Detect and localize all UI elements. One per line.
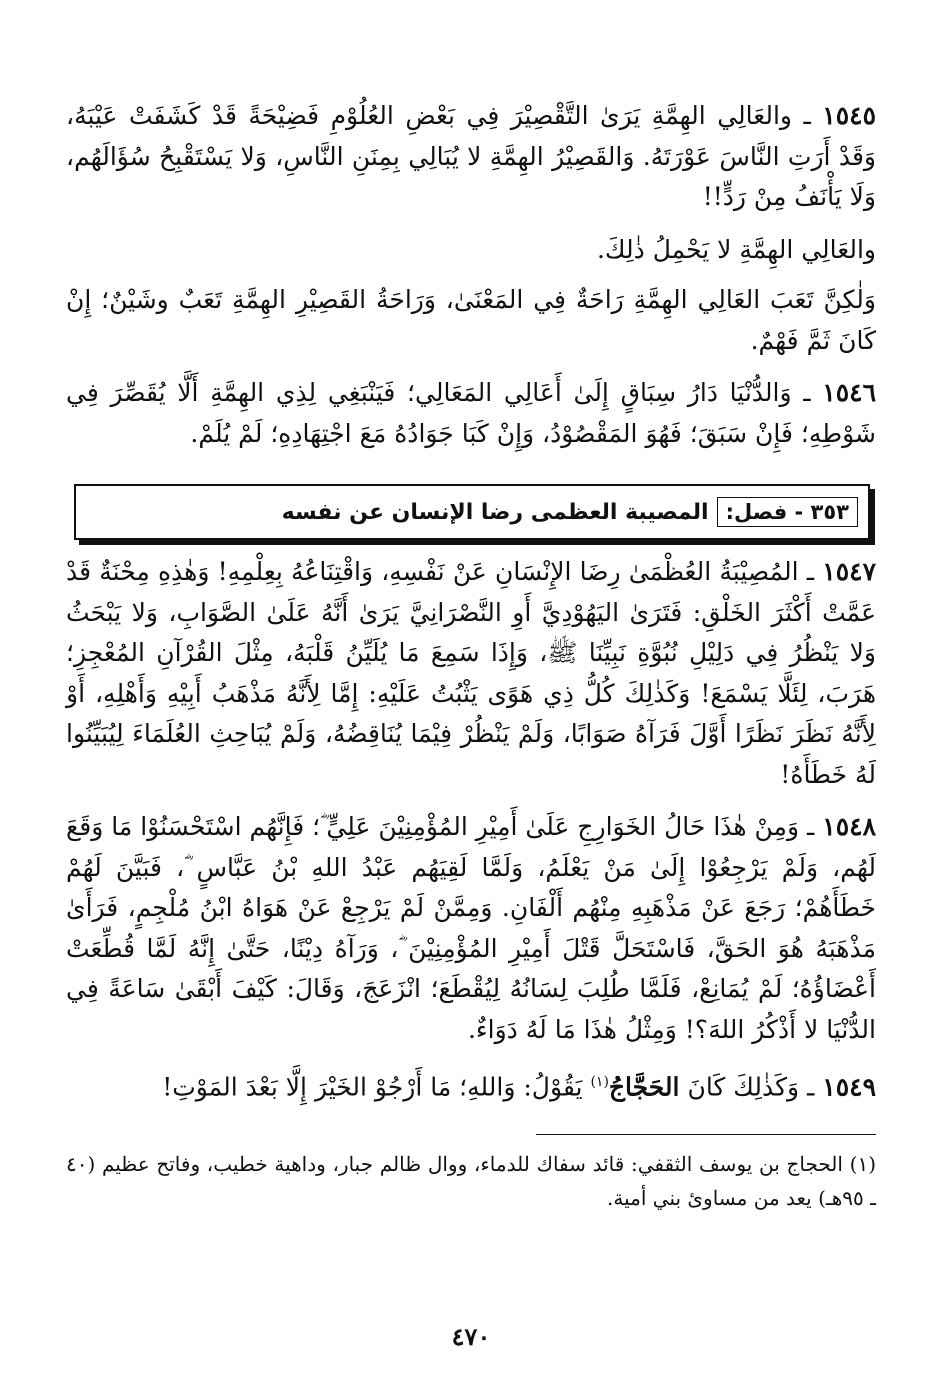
paragraph-number: ١٥٤٧ <box>822 557 876 586</box>
book-page <box>66 96 876 1356</box>
paragraph-continuation <box>66 280 876 361</box>
page-number: ٤٧٠ <box>451 1322 491 1351</box>
paragraph-1548: ١٥٤٨ ـ وَمِنْ هٰذَا حَالُ الخَوَارِجِ عَلَىٰ أَمِيْرِ المُؤْمِنِيْنَ عَلِيٍّ ؓ؛ فَإِنَّهُم اسْتَحْسَنُوْا مَا وَقَعَ لَهُم، وَلَمْ يَرْجِعُوْا إِلَىٰ مَنْ يَعْلَمُ، وَلَمَّا لَقِيَهُم عَبْدُ اللهِ بْنُ عَبَّاسٍ ؓ، فَبَيَّنَ لَهُمْ خَطَأَهُمْ؛ رَجَعَ عَنْ مَذْهَبِهِ مِنْهُم أَلْفَانِ. وَمِمَّنْ لَمْ يَرْجِعْ عَنْ هَوَاهُ ابْنُ مُلْجِمٍ، فَرَأَىٰ مَذْهَبَهُ هُوَ الحَقَّ، فَاسْتَحَلَّ قَتْلَ أَمِيْرِ المُؤْمِنِيْنَ ؓ، وَرَآهُ دِيْنًا، حَتَّىٰ إِنَّهُ لَمَّا قُطِّعَتْ أَعْضَاؤُهُ؛ لَمْ يُمَانِعْ، فَلَمَّا طُلِبَ لِسَانُهُ لِيُقْطَعَ؛ انْزَعَجَ، وَقَالَ: كَيْفَ أَبْقَىٰ سَاعَةً فِي الدُّنْيَا لا أَذْكُرُ اللهَ؟! وَمِثْلُ هٰذَا مَا لَهُ دَوَاءٌ. <box>66 812 876 1044</box>
paragraph-1546: ١٥٤٦ ـ وَالدُّنْيَا دَارُ سِبَاقٍ إِلَىٰ أَعَالِي المَعَالِي؛ فَيَنْبَغِي لِذِي الهِمَّةِ أَلَّا يُقَصِّرَ فِي شَوْطِهِ؛ فَإِنْ سَبَقَ؛ فَهُوَ المَقْصُوْدُ، وَإِنْ كَبَا جَوَادُهُ مَعَ اجْتِهَادِهِ؛ لَمْ يُلَمْ. <box>66 378 877 448</box>
paragraph-text: يَقُوْلُ: وَاللهِ؛ مَا أَرْجُوْ الخَيْرَ إِلَّا بَعْدَ المَوْتِ! <box>162 1072 583 1102</box>
paragraph-text: وَالدُّنْيَا دَارُ سِبَاقٍ إِلَىٰ أَعَالِي المَعَالِي؛ فَيَنْبَغِي لِذِي الهِمَّةِ أَلَّا يُقَصِّرَ فِي شَوْطِهِ؛ فَإِنْ سَبَقَ؛ فَهُوَ المَقْصُوْدُ، وَإِنْ كَبَا جَوَادُهُ مَعَ اجْتِهَادِهِ؛ لَمْ يُلَمْ. <box>66 378 876 448</box>
footnote: (١) الحجاج بن يوسف الثقفي: قائد سفاك للدماء، ووال ظالم جبار، وداهية خطيب، وفاتح عظيم (٤٠ ـ ٩٥هـ) يعد من مساوئ بني أمية. <box>66 1151 876 1210</box>
paragraph-text: والعَالِي الهِمَّةِ يَرَىٰ التَّقْصِيْرَ فِي بَعْضِ العُلُوْمِ فَضِيْحَةً قَدْ كَشَفَتْ عَيْبَهُ، وَقَدْ أَرَتِ النَّاسَ عَوْرَتَهُ. وَالقَصِيْرُ الهِمَّةِ لا يُبَالِي بِمِنَنِ النَّاسِ، وَلا يَسْتَقْبِحُ سُؤَالَهُم، وَلَا يَأْنَفُ مِنْ رَدٍّ!! <box>66 101 876 211</box>
paragraph-1547: ١٥٤٧ ـ المُصِيْبَةُ العُظْمَىٰ رِضَا الإِنْسَانِ عَنْ نَفْسِهِ، وَاقْتِنَاعُهُ بِعِلْمِهِ! وَهٰذِهِ مِحْنَةٌ قَدْ عَمَّتْ أَكْثَرَ الخَلْقِ: فَتَرَىٰ اليَهُوْدِيَّ أَوِ النَّصْرَانِيَّ يَرَىٰ أَنَّهُ عَلَىٰ الصَّوَابِ، وَلا يَبْحَثُ وَلا يَنْظُرُ فِي دَلِيْلِ نُبُوَّةِ نَبِيِّنَا ﷺ، وَإِذَا سَمِعَ مَا يُلَيِّنُ قَلْبَهُ، مِثْلَ القُرْآنِ المُعْجِزِ؛ هَرَبَ، لِئَلَّا يَسْمَعَ! وَكَذٰلِكَ كُلُّ ذِي هَوًى يَثْبُتُ عَلَيْهِ: إِمَّا لِأَنَّهُ مَذْهَبُ أَبِيْهِ وَأَهْلِهِ، أَوْ لِأَنَّهُ نَظَرَ نَظَرًا أَوَّلَ فَرَآهُ صَوَابًا، وَلَمْ يَنْظُرْ فِيْمَا يُنَاقِضُهُ، وَلَمْ يُبَاحِثِ العُلَمَاءَ لِيُبَيِّنُوا لَهُ خَطَأَهُ! <box>66 557 876 789</box>
section-label: ٣٥٣ - فصل: <box>717 497 858 527</box>
paragraph-text: وَكَذٰلِكَ كَانَ <box>687 1072 800 1102</box>
footnote-ref[interactable]: (١) <box>590 1074 609 1090</box>
paragraph-text: والعَالِي الهِمَّةِ لا يَحْمِلُ ذٰلِكَ. <box>596 234 876 264</box>
paragraph-1545: ١٥٤٥ ـ والعَالِي الهِمَّةِ يَرَىٰ التَّقْصِيْرَ فِي بَعْضِ العُلُوْمِ فَضِيْحَةً قَدْ كَشَفَتْ عَيْبَهُ، وَقَدْ أَرَتِ النَّاسَ عَوْرَتَهُ. وَالقَصِيْرُ الهِمَّةِ لا يُبَالِي بِمِنَنِ النَّاسِ، وَلا يَسْتَقْبِحُ سُؤَالَهُم، وَلَا يَأْنَفُ مِنْ رَدٍّ!! <box>66 101 877 211</box>
paragraph-number: ١٥٤٦ <box>822 378 877 407</box>
paragraph-text: المُصِيْبَةُ العُظْمَىٰ رِضَا الإِنْسَانِ عَنْ نَفْسِهِ، وَاقْتِنَاعُهُ بِعِلْمِهِ! وَهٰذِهِ مِحْنَةٌ قَدْ عَمَّتْ أَكْثَرَ الخَلْقِ: فَتَرَىٰ اليَهُوْدِيَّ أَوِ النَّصْرَانِيَّ يَرَىٰ أَنَّهُ عَلَىٰ الصَّوَابِ، وَلا يَبْحَثُ وَلا يَنْظُرُ فِي دَلِيْلِ نُبُوَّةِ نَبِيِّنَا ﷺ، وَإِذَا سَمِعَ مَا يُلَيِّنُ قَلْبَهُ، مِثْلَ القُرْآنِ المُعْجِزِ؛ هَرَبَ، لِئَلَّا يَسْمَعَ! وَكَذٰلِكَ كُلُّ ذِي هَوًى يَثْبُتُ عَلَيْهِ: إِمَّا لِأَنَّهُ مَذْهَبُ أَبِيْهِ وَأَهْلِهِ، أَوْ لِأَنَّهُ نَظَرَ نَظَرًا أَوَّلَ فَرَآهُ صَوَابًا، وَلَمْ يَنْظُرْ فِيْمَا يُنَاقِضُهُ، وَلَمْ يُبَاحِثِ العُلَمَاءَ لِيُبَيِّنُوا لَهُ خَطَأَهُ! <box>66 557 876 789</box>
paragraph-number: ١٥٤٨ <box>822 812 876 841</box>
paragraph-1549: ١٥٤٩ ـ وَكَذٰلِكَ كَانَ الحَجَّاجُ$^{(١)}$ يَقُوْلُ: وَاللهِ؛ مَا أَرْجُوْ الخَيْرَ إِلَّا بَعْدَ المَوْتِ! <box>162 1072 876 1102</box>
section-heading <box>74 484 870 540</box>
paragraph-continuation <box>66 230 876 271</box>
emphasized-name: الحَجَّاجُ <box>608 1072 680 1102</box>
paragraph-number: ١٥٤٥ <box>822 101 877 130</box>
section-title: المصيبة العظمى رضا الإنسان عن نفسه <box>281 499 709 525</box>
paragraph-text: وَلٰكِنَّ تَعَبَ العَالِي الهِمَّةِ رَاحَةٌ فِي المَعْنَىٰ، وَرَاحَةُ القَصِيْرِ الهِمَّةِ تَعَبٌ وشَيْنٌ؛ إِنْ كَانَ ثَمَّ فَهْمٌ. <box>66 285 876 355</box>
paragraph-text: وَمِنْ هٰذَا حَالُ الخَوَارِجِ عَلَىٰ أَمِيْرِ المُؤْمِنِيْنَ عَلِيٍّ ؓ؛ فَإِنَّهُم اسْتَحْسَنُوْا مَا وَقَعَ لَهُم، وَلَمْ يَرْجِعُوْا إِلَىٰ مَنْ يَعْلَمُ، وَلَمَّا لَقِيَهُم عَبْدُ اللهِ بْنُ عَبَّاسٍ ؓ، فَبَيَّنَ لَهُمْ خَطَأَهُمْ؛ رَجَعَ عَنْ مَذْهَبِهِ مِنْهُم أَلْفَانِ. وَمِمَّنْ لَمْ يَرْجِعْ عَنْ هَوَاهُ ابْنُ مُلْجِمٍ، فَرَأَىٰ مَذْهَبَهُ هُوَ الحَقَّ، فَاسْتَحَلَّ قَتْلَ أَمِيْرِ المُؤْمِنِيْنَ ؓ، وَرَآهُ دِيْنًا، حَتَّىٰ إِنَّهُ لَمَّا قُطِّعَتْ أَعْضَاؤُهُ؛ لَمْ يُمَانِعْ، فَلَمَّا طُلِبَ لِسَانُهُ لِيُقْطَعَ؛ انْزَعَجَ، وَقَالَ: كَيْفَ أَبْقَىٰ سَاعَةً فِي الدُّنْيَا لا أَذْكُرُ اللهَ؟! وَمِثْلُ هٰذَا مَا لَهُ دَوَاءٌ. <box>66 812 876 1044</box>
paragraph-number: ١٥٤٩ <box>822 1072 876 1102</box>
footnote-divider <box>536 1134 876 1135</box>
